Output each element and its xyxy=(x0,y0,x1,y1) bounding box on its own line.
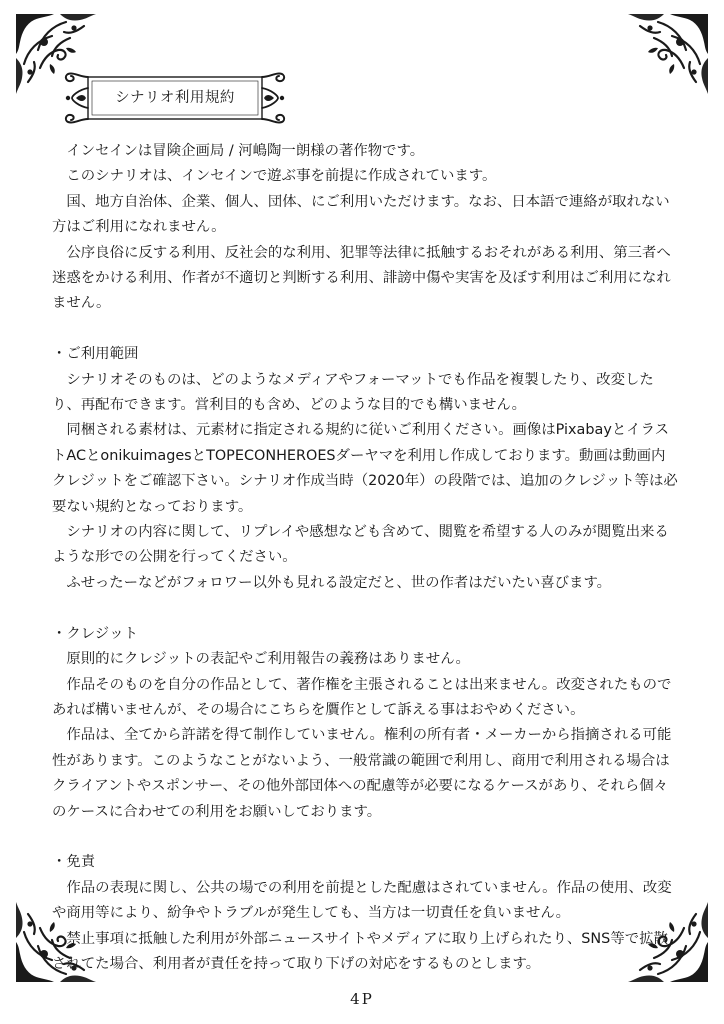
usage-paragraph-3: シナリオの内容に関して、リプレイや感想なども含めて、閲覧を希望する人のみが閲覧出来るような形での公開を行ってください。 xyxy=(52,524,669,566)
intro-paragraph-1: インセインは冒険企画局 / 河嶋陶一朗様の著作物です。 xyxy=(66,143,425,159)
disclaimer-paragraph-2: 禁止事項に抵触した利用が外部ニュースサイトやメディアに取り上げられたり、SNS等で拡散されてた場合、利用者が責任を持って取り下げの対応をするものとします。 xyxy=(52,930,668,972)
usage-paragraph-2: 同梱される素材は、元素材に指定される規約に従いご利用ください。画像はPixabayとイラストACとonikuimagesとTOPECONHEROESダーヤマを利用し作成しております。動画は動画内クレジットをご確認下さい。シナリオ作成当時（2020年）の段階では、追加のクレジット等は必要ない規約となっております。 xyxy=(52,422,678,515)
usage-heading: ・ご利用範囲 xyxy=(52,346,139,363)
ornament-corner-top-right-icon xyxy=(626,12,710,96)
credit-paragraph-3: 作品は、全てから許諾を得て制作していません。権利の所有者・メーカーから指摘される可能性があります。このようなことがないよう、一般常識の範囲で利用し、商用で利用される場合はクライアントやスポンサー、その他外部団体への配慮等が必要になるケースがあり、それら個々のケースに合わせての利用をお願いしております。 xyxy=(52,727,672,820)
page-title: シナリオ利用規約 xyxy=(115,90,235,106)
usage-paragraph-1: シナリオそのものは、どのようなメディアやフォーマットでも作品を複製したり、改変したり、再配布できます。営利目的も含め、どのような目的でも構いません。 xyxy=(52,371,654,414)
credit-paragraph-1: 原則的にクレジットの表記やご利用報告の義務はありません。 xyxy=(66,651,470,668)
terms-body xyxy=(52,139,678,977)
page-number: 4P xyxy=(350,990,374,1008)
intro-paragraph-4: 公序良俗に反する利用、反社会的な利用、犯罪等法律に抵触するおそれがある利用、第三者へ迷惑をかける利用、作者が不適切と判断する利用、誹謗中傷や実害を及ぼす利用はご利用になれません。 xyxy=(52,244,671,312)
credit-paragraph-2: 作品そのものを自分の作品として、著作権を主張されることは出来ません。改変されたものであれば構いませんが、その場合にこちらを贋作として訴える事はおやめください。 xyxy=(52,676,672,718)
credit-heading: ・クレジット xyxy=(52,625,138,642)
disclaimer-paragraph-1: 作品の表現に関し、公共の場での利用を前提とした配慮はされていません。作品の使用、改変や商用等により、紛争やトラブルが発生しても、当方は一切責任を負いません。 xyxy=(52,879,672,922)
section-gap xyxy=(52,596,678,621)
intro-paragraph-3: 国、地方自治体、企業、個人、団体、にご利用いただけます。なお、日本語で連絡が取れない方はご利用になれません。 xyxy=(52,193,670,236)
intro-paragraph-2: このシナリオは、インセインで遊ぶ事を前提に作成されています。 xyxy=(66,168,497,185)
section-gap xyxy=(52,317,678,342)
section-gap xyxy=(52,825,678,850)
disclaimer-heading: ・免責 xyxy=(52,854,96,871)
usage-paragraph-4: ふせったーなどがフォロワー以外も見れる設定だと、世の作者はだいたい喜びます。 xyxy=(66,574,612,591)
